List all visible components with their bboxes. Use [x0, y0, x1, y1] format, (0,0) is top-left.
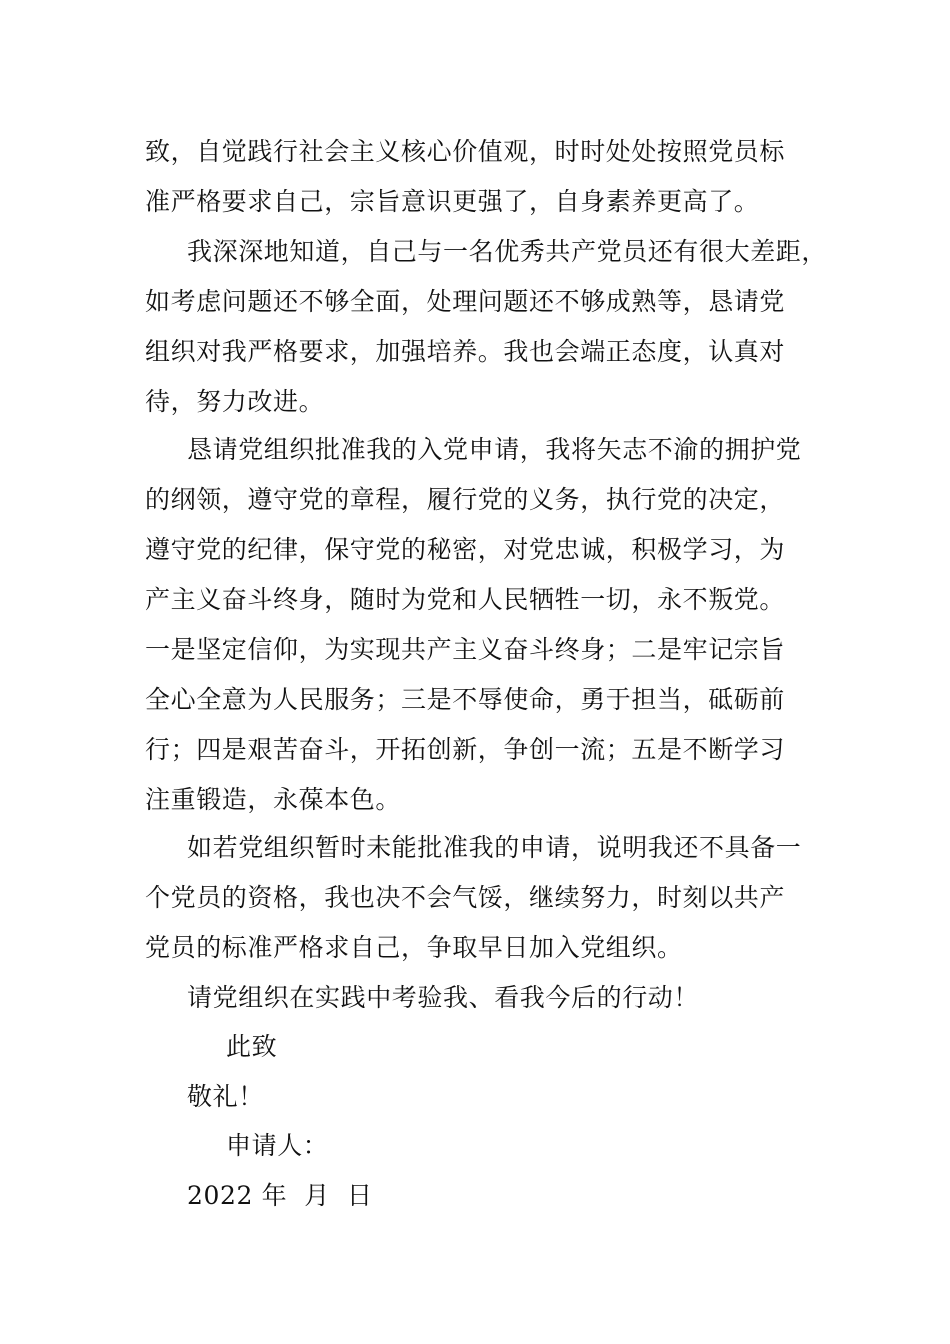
- paragraph-3-line-6: 全心全意为人民服务；三是不辱使命，勇于担当，砥砺前: [145, 685, 786, 714]
- paragraph-1-line-2: 准严格要求自己，宗旨意识更强了，自身素养更高了。: [145, 187, 760, 216]
- closing-regards: 敬礼！: [187, 1082, 264, 1111]
- paragraph-3-line-1: 恳请党组织批准我的入党申请，我将矢志不渝的拥护党: [187, 435, 802, 464]
- paragraph-1-line-1: 致，自觉践行社会主义核心价值观，时时处处按照党员标: [145, 137, 786, 166]
- paragraph-3-line-5: 一是坚定信仰，为实现共产主义奋斗终身；二是牢记宗旨: [145, 635, 786, 664]
- paragraph-3-line-8: 注重锻造，永葆本色。: [145, 785, 402, 814]
- paragraph-4-line-3: 党员的标准严格求自己，争取早日加入党组织。: [145, 933, 683, 962]
- paragraph-2-line-2: 如考虑问题还不够全面，处理问题还不够成熟等，恳请党: [145, 287, 786, 316]
- paragraph-4-line-2: 个党员的资格，我也决不会气馁，继续努力，时刻以共产: [145, 883, 786, 912]
- applicant-label: 申请人：: [226, 1131, 329, 1160]
- paragraph-3-line-7: 行；四是艰苦奋斗，开拓创新，争创一流；五是不断学习: [145, 735, 786, 764]
- signature-date: 2022 年 月 日: [187, 1181, 373, 1210]
- paragraph-5-line-1: 请党组织在实践中考验我、看我今后的行动！: [187, 983, 700, 1012]
- paragraph-3-line-2: 的纲领，遵守党的章程，履行党的义务，执行党的决定，: [145, 485, 786, 514]
- paragraph-2-line-1: 我深深地知道，自己与一名优秀共产党员还有很大差距，: [187, 237, 828, 266]
- paragraph-3-line-4: 产主义奋斗终身，随时为党和人民牺牲一切，永不叛党。: [145, 585, 786, 614]
- paragraph-3-line-3: 遵守党的纪律，保守党的秘密，对党忠诚，积极学习，为: [145, 535, 786, 564]
- paragraph-2-line-4: 待，努力改进。: [145, 387, 325, 416]
- paragraph-2-line-3: 组织对我严格要求，加强培养。我也会端正态度，认真对: [145, 337, 786, 366]
- paragraph-4-line-1: 如若党组织暂时未能批准我的申请，说明我还不具备一: [187, 833, 802, 862]
- closing-salutation: 此致: [226, 1032, 278, 1061]
